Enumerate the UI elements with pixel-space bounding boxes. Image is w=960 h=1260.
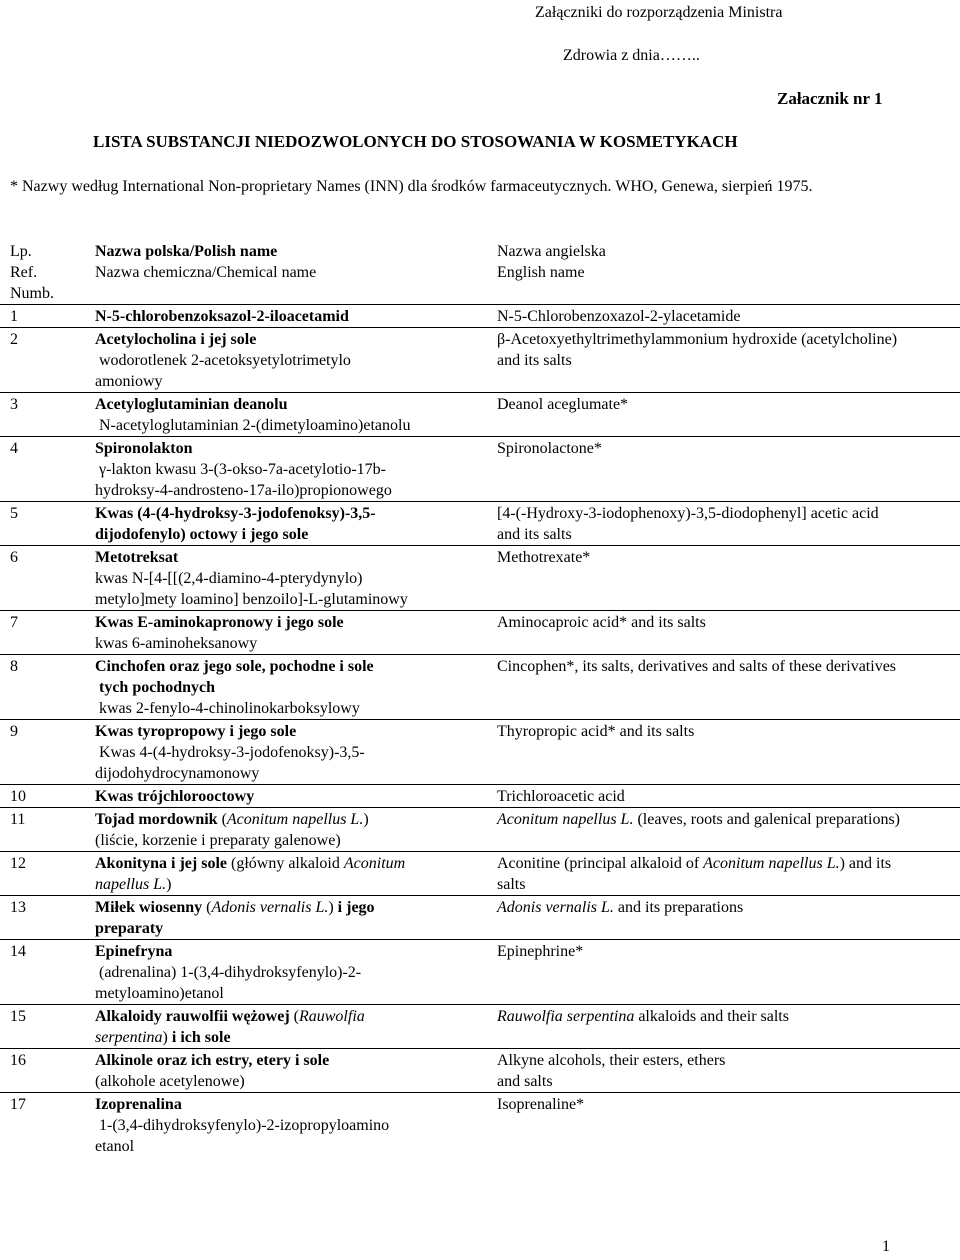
text-segment: Aconitum napellus L.: [703, 855, 840, 872]
english-name-cell: [480, 437, 960, 502]
polish-name-cell: [82, 305, 480, 328]
row-number: 1: [0, 305, 82, 328]
cell-line: [497, 721, 960, 742]
english-name-cell: [480, 328, 960, 393]
text-segment: amoniowy: [95, 373, 163, 390]
cell-line: [497, 394, 960, 415]
text-segment: γ-lakton kwasu 3-(3-okso-7a-acetylotio-17b-: [99, 461, 386, 478]
table-row: [0, 1049, 960, 1093]
cell-line: [95, 677, 480, 698]
cell-line: [95, 438, 480, 459]
table-row: [0, 720, 960, 785]
text-segment: ) and its: [839, 855, 892, 872]
cell-line: [95, 874, 480, 895]
text-segment: Kwas tyropropowy i jego sole: [95, 723, 297, 740]
text-segment: 1-(3,4-dihydroksyfenylo)-2-izopropyloamino: [99, 1117, 390, 1134]
english-name-cell: [480, 546, 960, 611]
row-number: 4: [0, 437, 82, 502]
text-segment: Aconitine (principal alkaloid of: [497, 855, 704, 872]
header-number-cell: [0, 240, 82, 305]
text-segment: Thyropropic acid* and its salts: [497, 723, 695, 740]
table-row: [0, 808, 960, 852]
text-segment: N-5-Chlorobenzoxazol-2-ylacetamide: [497, 308, 741, 325]
header-numb: Numb.: [10, 285, 54, 302]
header-polish-cell: [82, 240, 480, 305]
row-number: 5: [0, 502, 82, 546]
text-segment: ): [363, 811, 369, 828]
cell-line: [95, 721, 480, 742]
cell-line: [497, 656, 960, 677]
text-segment: kwas 2-fenylo-4-chinolinokarboksylowy: [99, 700, 360, 717]
cell-line: [497, 547, 960, 568]
table-row: [0, 1093, 960, 1158]
text-segment: ): [162, 1029, 172, 1046]
english-name-cell: [480, 655, 960, 720]
cell-line: [95, 763, 480, 784]
text-segment: (: [217, 811, 227, 828]
text-segment: Tojad mordownik: [95, 811, 218, 828]
cell-line: [95, 480, 480, 501]
text-segment: Alkyne alcohols, their esters, ethers: [497, 1052, 726, 1069]
english-name-cell: [480, 940, 960, 1005]
text-segment: Spironolactone*: [497, 440, 602, 457]
cell-line: [497, 809, 960, 830]
polish-name-cell: [82, 611, 480, 655]
text-segment: Epinefryna: [95, 943, 173, 960]
header-chemical-name: Nazwa chemiczna/Chemical name: [95, 264, 317, 281]
english-name-cell: [480, 808, 960, 852]
table-row: [0, 502, 960, 546]
text-segment: kwas N-[4-[[(2,4-diamino-4-pterydynylo): [95, 570, 363, 587]
cell-line: [95, 853, 480, 874]
text-segment: serpentina: [95, 1029, 163, 1046]
cell-line: [95, 394, 480, 415]
text-segment: Aconitum napellus L.: [226, 811, 364, 828]
text-segment: and its salts: [497, 352, 572, 369]
cell-line: [95, 962, 480, 983]
text-segment: alkaloids and their salts: [634, 1008, 789, 1025]
cell-line: [95, 547, 480, 568]
row-number: 10: [0, 785, 82, 808]
english-name-cell: [480, 305, 960, 328]
table-row: [0, 940, 960, 1005]
cell-line: [95, 633, 480, 654]
row-number: 16: [0, 1049, 82, 1093]
header-english-cell: [480, 240, 960, 305]
row-number: 14: [0, 940, 82, 1005]
text-segment: Trichloroacetic acid: [497, 788, 625, 805]
text-segment: Aconitum napellus L.: [497, 811, 634, 828]
text-segment: Spironolakton: [95, 440, 193, 457]
text-segment: Acetylocholina i jej sole: [95, 331, 257, 348]
english-name-cell: [480, 720, 960, 785]
polish-name-cell: [82, 546, 480, 611]
cell-line: [497, 1094, 960, 1115]
row-number: 9: [0, 720, 82, 785]
text-segment: kwas 6-aminoheksanowy: [95, 635, 258, 652]
row-number: 3: [0, 393, 82, 437]
page-number: 1: [882, 1238, 890, 1255]
cell-line: [95, 809, 480, 830]
polish-name-cell: [82, 655, 480, 720]
text-segment: Izoprenalina: [95, 1096, 182, 1113]
cell-line: [95, 897, 480, 918]
cell-line: [497, 853, 960, 874]
row-number: 13: [0, 896, 82, 940]
table-row: [0, 393, 960, 437]
text-segment: and salts: [497, 1073, 553, 1090]
text-segment: Rauwolfia serpentina: [497, 1008, 635, 1025]
text-segment: etanol: [95, 1138, 135, 1155]
text-segment: Methotrexate*: [497, 549, 591, 566]
cell-line: [497, 786, 960, 807]
regulation-header-line1: Załączniki do rozporządzenia Ministra: [535, 4, 783, 21]
text-segment: Kwas (4-(4-hydroksy-3-jodofenoksy)-3,5-: [95, 505, 376, 522]
text-segment: Cinchofen oraz jego sole, pochodne i sole: [95, 658, 374, 675]
document-title: LISTA SUBSTANCJI NIEDOZWOLONYCH DO STOSOWANIA W KOSMETYKACH: [93, 132, 738, 151]
cell-line: [95, 329, 480, 350]
cell-line: [95, 1071, 480, 1092]
cell-line: [497, 897, 960, 918]
polish-name-cell: [82, 852, 480, 896]
cell-line: [95, 589, 480, 610]
cell-line: [95, 1136, 480, 1157]
cell-line: [95, 698, 480, 719]
row-number: 7: [0, 611, 82, 655]
text-segment: Alkinole oraz ich estry, etery i sole: [95, 1052, 330, 1069]
text-segment: dijodofenylo) octowy i jego sole: [95, 526, 309, 543]
english-name-cell: [480, 611, 960, 655]
table-row: [0, 852, 960, 896]
english-name-cell: [480, 785, 960, 808]
header-polish-name: Nazwa polska/Polish name: [95, 243, 278, 260]
inn-footnote: * Nazwy według International Non-proprietary Names (INN) dla środków farmaceutycznych. WHO, Genewa, sierpień 1975.: [10, 178, 813, 195]
cell-line: [497, 350, 960, 371]
header-lp: Lp.: [10, 243, 32, 260]
text-segment: and its preparations: [613, 899, 744, 916]
text-segment: metyloamino)etanol: [95, 985, 224, 1002]
table-row: [0, 546, 960, 611]
text-segment: (główny alkaloid: [227, 855, 344, 872]
text-segment: Epinephrine*: [497, 943, 584, 960]
text-segment: ): [328, 899, 338, 916]
polish-name-cell: [82, 896, 480, 940]
text-segment: Aminocaproic acid* and its salts: [497, 614, 706, 631]
cell-line: [95, 503, 480, 524]
text-segment: [4-(-Hydroxy-3-iodophenoxy)-3,5-diodophenyl] acetic acid: [497, 505, 879, 522]
cell-line: [497, 503, 960, 524]
polish-name-cell: [82, 328, 480, 393]
cell-line: [497, 612, 960, 633]
table-row: [0, 611, 960, 655]
text-segment: Adonis vernalis L.: [497, 899, 614, 916]
row-number: 12: [0, 852, 82, 896]
table-row: [0, 328, 960, 393]
substances-table-body: [0, 240, 960, 1157]
text-segment: (adrenalina) 1-(3,4-dihydroksyfenylo)-2-: [99, 964, 362, 981]
english-name-cell: [480, 1093, 960, 1158]
english-name-cell: [480, 1005, 960, 1049]
text-segment: Kwas trójchlorooctowy: [95, 788, 255, 805]
header-english-en: English name: [497, 264, 585, 281]
text-segment: β-Acetoxyethyltrimethylammonium hydroxide (acetylcholine): [497, 331, 898, 348]
text-segment: Aconitum: [343, 855, 406, 872]
substances-table: [0, 240, 960, 1157]
text-segment: (liście, korzenie i preparaty galenowe): [95, 832, 341, 849]
text-segment: hydroksy-4-androsteno-17a-ilo)propionowego: [95, 482, 392, 499]
row-number: 2: [0, 328, 82, 393]
text-segment: N-acetyloglutaminian 2-(dimetyloamino)etanolu: [99, 417, 411, 434]
cell-line: [95, 350, 480, 371]
table-row: [0, 437, 960, 502]
cell-line: [497, 1071, 960, 1092]
text-segment: and its salts: [497, 526, 572, 543]
cell-line: [95, 306, 480, 327]
table-row: [0, 655, 960, 720]
text-segment: Kwas E-aminokapronowy i jego sole: [95, 614, 344, 631]
text-segment: i ich sole: [171, 1029, 231, 1046]
cell-line: [95, 1115, 480, 1136]
english-name-cell: [480, 852, 960, 896]
text-segment: Akonityna i jej sole: [95, 855, 227, 872]
cell-line: [95, 1094, 480, 1115]
table-row: [0, 785, 960, 808]
polish-name-cell: [82, 1093, 480, 1158]
polish-name-cell: [82, 785, 480, 808]
cell-line: [497, 1050, 960, 1071]
cell-line: [95, 612, 480, 633]
polish-name-cell: [82, 1049, 480, 1093]
text-segment: Alkaloidy rauwolfii wężowej: [95, 1008, 290, 1025]
polish-name-cell: [82, 720, 480, 785]
row-number: 11: [0, 808, 82, 852]
cell-line: [95, 656, 480, 677]
text-segment: Miłek wiosenny: [95, 899, 203, 916]
text-segment: (leaves, roots and galenical preparations): [633, 811, 900, 828]
text-segment: Deanol aceglumate*: [497, 396, 629, 413]
polish-name-cell: [82, 940, 480, 1005]
row-number: 6: [0, 546, 82, 611]
cell-line: [95, 1006, 480, 1027]
polish-name-cell: [82, 393, 480, 437]
text-segment: napellus L.: [95, 876, 167, 893]
text-segment: i jego: [337, 899, 375, 916]
polish-name-cell: [82, 437, 480, 502]
text-segment: preparaty: [95, 920, 164, 937]
cell-line: [95, 830, 480, 851]
text-segment: salts: [497, 876, 526, 893]
cell-line: [95, 941, 480, 962]
cell-line: [497, 306, 960, 327]
polish-name-cell: [82, 502, 480, 546]
cell-line: [497, 438, 960, 459]
text-segment: (: [202, 899, 212, 916]
text-segment: (: [289, 1008, 299, 1025]
text-segment: Adonis vernalis L.: [211, 899, 329, 916]
english-name-cell: [480, 502, 960, 546]
cell-line: [95, 568, 480, 589]
text-segment: Kwas 4-(4-hydroksy-3-jodofenoksy)-3,5-: [99, 744, 365, 761]
table-header-row: [0, 240, 960, 305]
cell-line: [95, 742, 480, 763]
english-name-cell: [480, 393, 960, 437]
cell-line: [95, 524, 480, 545]
row-number: 8: [0, 655, 82, 720]
cell-line: [497, 941, 960, 962]
cell-line: [497, 874, 960, 895]
text-segment: dijodohydrocynamonowy: [95, 765, 260, 782]
cell-line: [95, 415, 480, 436]
english-name-cell: [480, 896, 960, 940]
text-segment: Acetyloglutaminian deanolu: [95, 396, 288, 413]
cell-line: [95, 371, 480, 392]
text-segment: Cincophen*, its salts, derivatives and salts of these derivatives: [497, 658, 897, 675]
text-segment: wodorotlenek 2-acetoksyetylotrimetylo: [99, 352, 351, 369]
cell-line: [95, 459, 480, 480]
text-segment: Rauwolfia: [298, 1008, 365, 1025]
table-row: [0, 305, 960, 328]
english-name-cell: [480, 1049, 960, 1093]
cell-line: [497, 329, 960, 350]
cell-line: [95, 1027, 480, 1048]
cell-line: [95, 918, 480, 939]
text-segment: Isoprenaline*: [497, 1096, 585, 1113]
row-number: 15: [0, 1005, 82, 1049]
polish-name-cell: [82, 1005, 480, 1049]
cell-line: [95, 983, 480, 1004]
text-segment: N-5-chlorobenzoksazol-2-iloacetamid: [95, 308, 349, 325]
text-segment: tych pochodnych: [99, 679, 216, 696]
text-segment: ): [166, 876, 172, 893]
annex-label: Załacznik nr 1: [777, 89, 883, 108]
cell-line: [95, 1050, 480, 1071]
table-row: [0, 896, 960, 940]
cell-line: [497, 524, 960, 545]
cell-line: [95, 786, 480, 807]
header-english-pl: Nazwa angielska: [497, 243, 606, 260]
row-number: 17: [0, 1093, 82, 1158]
regulation-header-line2: Zdrowia z dnia……..: [563, 47, 700, 64]
cell-line: [497, 1006, 960, 1027]
header-ref: Ref.: [10, 264, 38, 281]
text-segment: (alkohole acetylenowe): [95, 1073, 245, 1090]
text-segment: Metotreksat: [95, 549, 179, 566]
polish-name-cell: [82, 808, 480, 852]
text-segment: metylo]mety loamino] benzoilo]-L-glutaminowy: [95, 591, 408, 608]
table-row: [0, 1005, 960, 1049]
